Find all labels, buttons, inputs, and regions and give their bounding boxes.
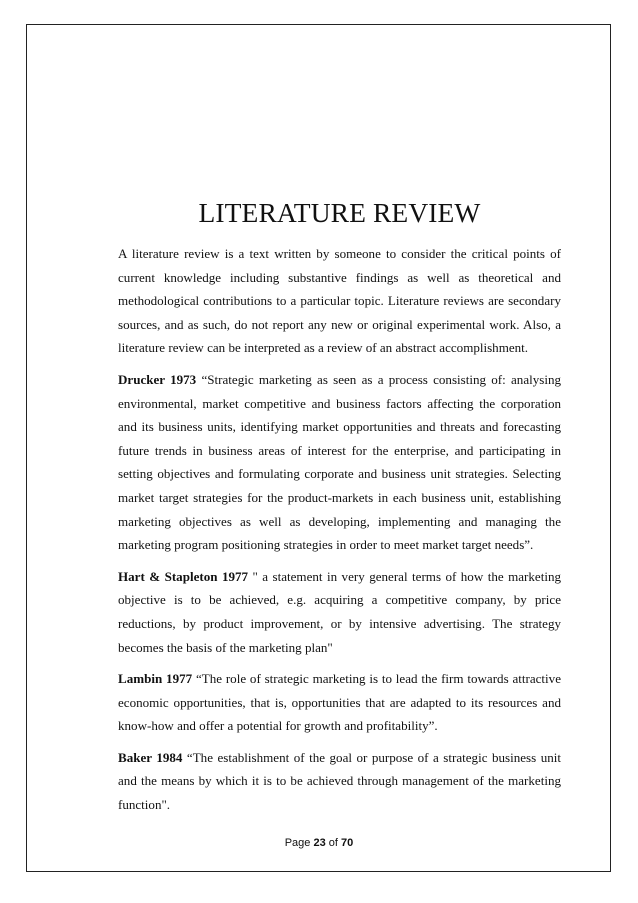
entry-text: “The role of strategic marketing is to lead the firm towards attractive economic opportunities, that is, opportunities that are adapted to its resources and know-how and offer a potential for growth and profitability”.	[118, 671, 561, 734]
review-entry-hart-stapleton	[118, 565, 561, 659]
entry-author: Drucker 1973	[118, 371, 197, 387]
entry-text: “Strategic marketing as seen as a process consisting of: analysing environmental, market competitive and business factors affecting the corporation and its business units, identifying market opportunities and threats and forecasting future trends in business areas of interest for the enterprise, and participating in setting objectives and formulating corporate and business unit strategies. Selecting market target strategies for the product-markets in each business unit, establishing marketing objectives as well as developing, implementing and managing the marketing program positioning strategies in order to meet market target needs”.	[118, 371, 562, 553]
intro-paragraph: A literature review is a text written by someone to consider the critical points of current knowledge including substantive findings as well as theoretical and methodological contributions to a particular topic. Literature reviews are secondary sources, and as such, do not report any new or original experimental work. Also, a literature review can be interpreted as a review of an abstract accomplishment.	[118, 246, 561, 356]
document-body	[118, 196, 561, 825]
entry-author: Baker 1984	[118, 749, 183, 765]
page-footer	[0, 837, 638, 849]
entry-author: Lambin 1977	[118, 671, 193, 687]
review-entry-drucker	[118, 368, 561, 557]
entry-text: “The establishment of the goal or purpose of a strategic business unit and the means by which it is to be achieved through management of the marketing function".	[118, 749, 561, 813]
total-page-count: 70	[341, 837, 354, 849]
current-page-number: 23	[313, 837, 326, 849]
review-entry-lambin	[118, 667, 561, 738]
page-label: Page	[284, 837, 314, 849]
page-title: LITERATURE REVIEW	[198, 197, 481, 228]
entry-text: " a statement in very general terms of how the marketing objective is to be achieved, e.g. acquiring a competitive company, by price reductions, by product improvement, or by intensive advertising. The strategy becomes the basis of the marketing plan"	[118, 568, 561, 655]
entry-author: Hart & Stapleton 1977	[118, 568, 249, 584]
page-separator: of	[325, 837, 342, 849]
review-entry-baker	[118, 746, 561, 817]
